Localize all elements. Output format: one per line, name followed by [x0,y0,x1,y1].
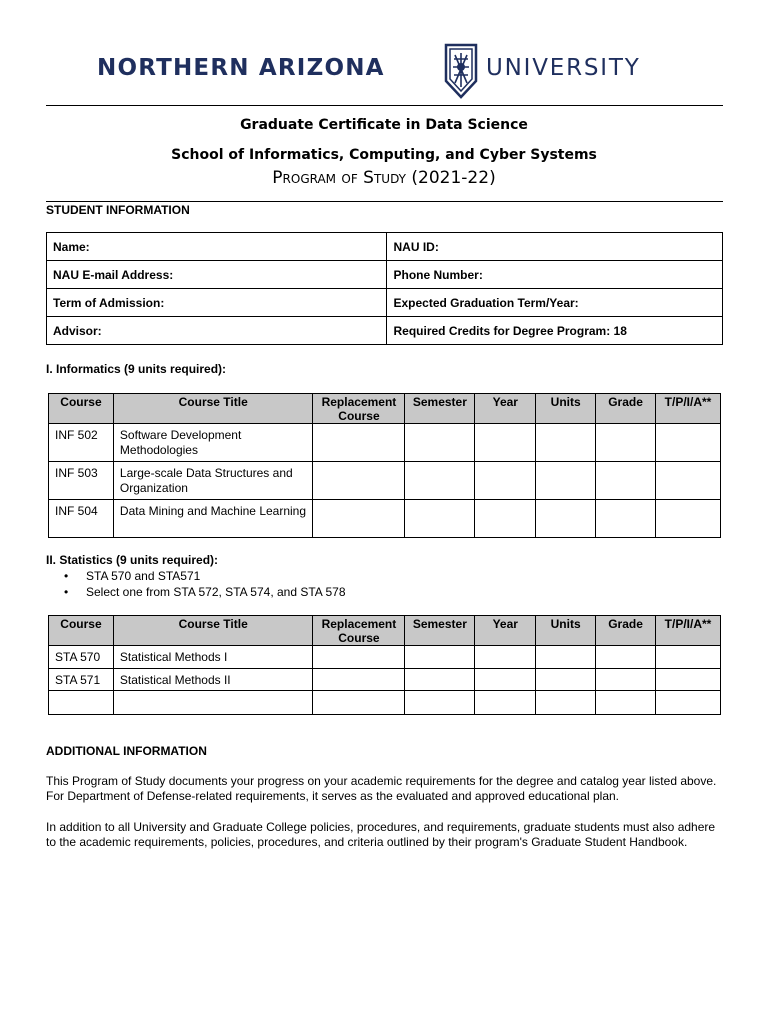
header-divider [46,105,723,106]
column-header: Course Title [113,616,313,646]
entry-cell[interactable] [596,691,656,715]
statistics-heading: II. Statistics (9 units required): [46,553,219,567]
brand-name-right: UNIVERSITY [486,55,641,81]
entry-cell[interactable] [596,669,656,691]
entry-cell[interactable] [405,424,475,462]
entry-cell[interactable] [475,691,536,715]
entry-cell[interactable] [475,500,536,538]
entry-cell[interactable] [475,424,536,462]
course-code-cell: INF 503 [49,462,114,500]
entry-cell[interactable] [313,669,405,691]
additional-info-heading: ADDITIONAL INFORMATION [46,744,207,758]
entry-cell[interactable] [313,691,405,715]
student-info-heading: STUDENT INFORMATION [46,203,190,217]
table-row [49,691,721,715]
column-header: Course [49,616,114,646]
university-shield-logo-icon [444,43,478,99]
column-header: Replacement Course [313,616,405,646]
entry-cell[interactable] [536,691,596,715]
additional-info-paragraph: This Program of Study documents your progress on your academic requirements for the degree and catalog year listed above. For Department of Defense-related requirements, it serves as the evaluated and approved educational plan. [46,774,717,803]
entry-cell[interactable] [475,669,536,691]
column-header: Year [475,394,536,424]
entry-cell[interactable] [596,424,656,462]
entry-cell[interactable] [536,500,596,538]
form-field-label[interactable]: Phone Number: [387,261,723,289]
form-field-label[interactable]: NAU E-mail Address: [47,261,387,289]
entry-cell[interactable] [475,646,536,669]
course-code-cell: INF 502 [49,424,114,462]
table-row [47,289,723,317]
informatics-course-table [48,393,721,538]
table-row [47,317,723,345]
table-row [47,261,723,289]
entry-cell[interactable] [596,646,656,669]
table-row [49,462,721,500]
table-row [49,646,721,669]
form-field-label[interactable]: Advisor: [47,317,387,345]
informatics-heading: I. Informatics (9 units required): [46,362,227,376]
column-header: Year [475,616,536,646]
entry-cell[interactable] [313,646,405,669]
program-title: Program of Study (2021-22) [272,168,496,188]
column-header: Grade [596,616,656,646]
column-header: Course [49,394,114,424]
column-header: Replacement Course [313,394,405,424]
entry-cell[interactable] [536,646,596,669]
column-header: Semester [405,616,475,646]
entry-cell[interactable] [656,691,721,715]
column-header: Semester [405,394,475,424]
entry-cell[interactable] [313,500,405,538]
table-header-row [49,616,721,646]
course-title-cell: Software Development Methodologies [113,424,313,462]
course-code-cell: INF 504 [49,500,114,538]
course-title-cell [113,691,313,715]
entry-cell[interactable] [656,500,721,538]
table-row [47,233,723,261]
entry-cell[interactable] [656,669,721,691]
table-row [49,424,721,462]
course-code-cell: STA 571 [49,669,114,691]
course-title-cell: Statistical Methods II [113,669,313,691]
entry-cell[interactable] [656,424,721,462]
course-title-cell: Statistical Methods I [113,646,313,669]
entry-cell[interactable] [656,646,721,669]
form-field-label[interactable]: Required Credits for Degree Program: 18 [387,317,723,345]
entry-cell[interactable] [596,500,656,538]
course-code-cell [49,691,114,715]
entry-cell[interactable] [536,424,596,462]
form-field-label[interactable]: Expected Graduation Term/Year: [387,289,723,317]
column-header: Course Title [113,394,313,424]
entry-cell[interactable] [313,424,405,462]
list-item: • Select one from STA 572, STA 574, and STA 578 [64,584,346,600]
certificate-title: Graduate Certificate in Data Science [240,117,528,133]
form-field-label[interactable]: Name: [47,233,387,261]
entry-cell[interactable] [405,646,475,669]
entry-cell[interactable] [405,691,475,715]
entry-cell[interactable] [596,462,656,500]
statistics-requirements-list [64,568,346,600]
entry-cell[interactable] [313,462,405,500]
form-field-label[interactable]: Term of Admission: [47,289,387,317]
school-title: School of Informatics, Computing, and Cyber Systems [171,147,597,163]
column-header: T/P/I/A** [656,616,721,646]
student-info-table [46,232,723,345]
course-code-cell: STA 570 [49,646,114,669]
entry-cell[interactable] [656,462,721,500]
section-divider [46,201,723,202]
entry-cell[interactable] [405,462,475,500]
course-title-cell: Data Mining and Machine Learning [113,500,313,538]
table-header-row [49,394,721,424]
list-item: • STA 570 and STA571 [64,568,346,584]
column-header: Units [536,394,596,424]
brand-name-left: NORTHERN ARIZONA [97,55,385,81]
entry-cell[interactable] [536,462,596,500]
course-title-cell: Large-scale Data Structures and Organization [113,462,313,500]
column-header: Units [536,616,596,646]
entry-cell[interactable] [405,669,475,691]
entry-cell[interactable] [475,462,536,500]
column-header: T/P/I/A** [656,394,721,424]
entry-cell[interactable] [536,669,596,691]
additional-info-paragraph: In addition to all University and Graduate College policies, procedures, and requirements, graduate students must also adhere to the academic requirements, policies, procedures, and criteria outlined by their program's Graduate Student Handbook. [46,820,716,849]
form-field-label[interactable]: NAU ID: [387,233,723,261]
column-header: Grade [596,394,656,424]
entry-cell[interactable] [405,500,475,538]
table-row [49,669,721,691]
table-row [49,500,721,538]
statistics-course-table [48,615,721,715]
university-header [97,43,669,99]
